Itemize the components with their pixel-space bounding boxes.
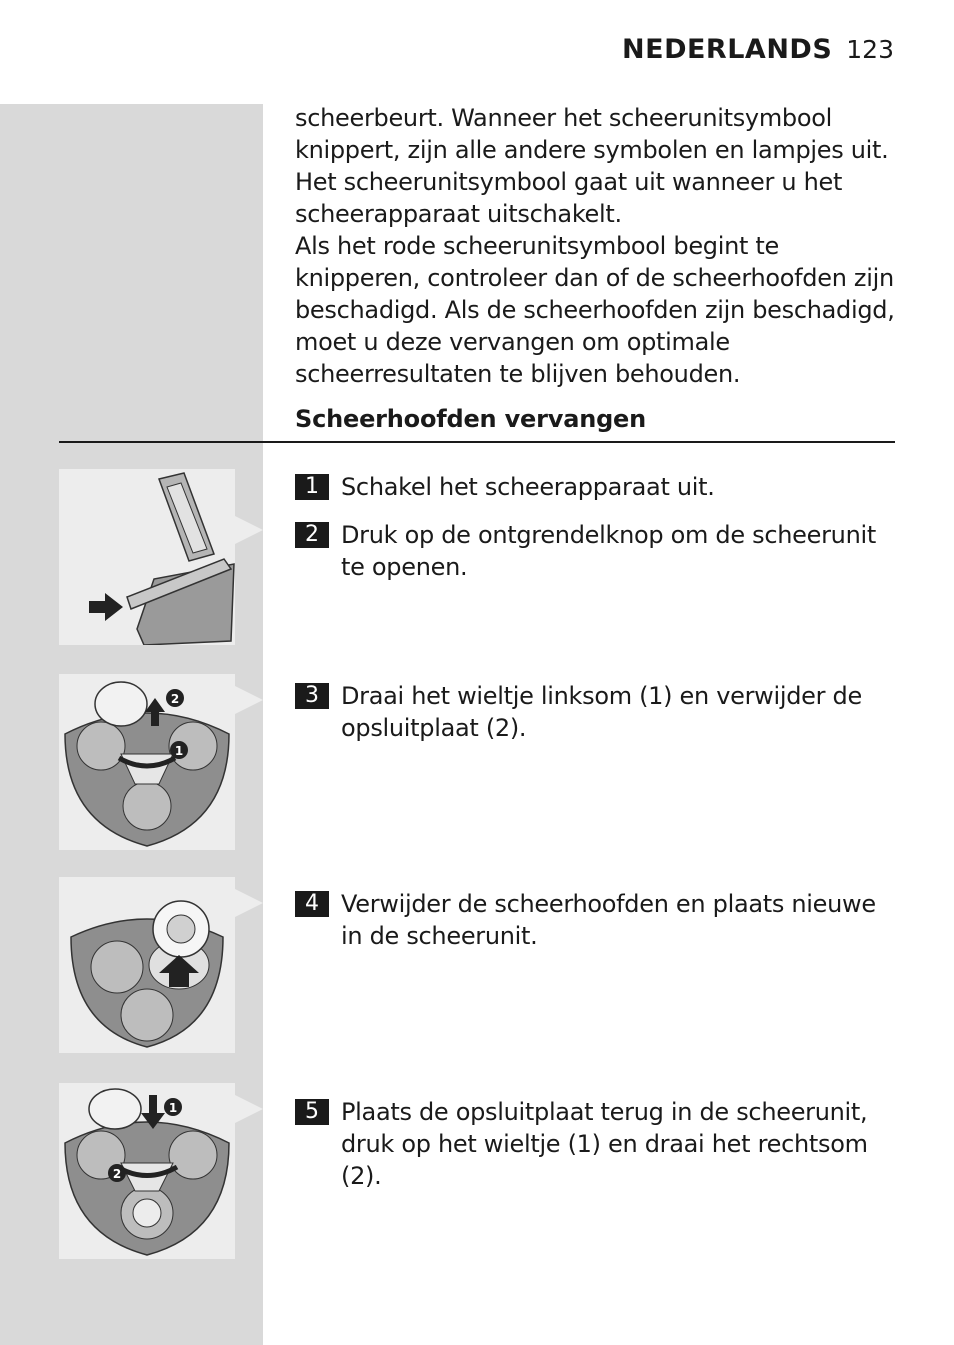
figure-pointer	[235, 686, 263, 714]
figure-reattach-retaining-frame	[59, 1083, 235, 1259]
figure-open-shaver	[59, 469, 235, 645]
svg-text:1: 1	[168, 1101, 178, 1115]
step-number: 1	[295, 474, 329, 500]
arrow-right-icon	[89, 593, 123, 621]
shaving-unit-lock-illustration	[59, 1083, 235, 1259]
figure-pointer	[235, 516, 263, 544]
figure-remove-retaining-frame	[59, 674, 235, 850]
shaver-open-illustration	[59, 469, 235, 645]
step-number: 5	[295, 1099, 329, 1125]
intro-paragraph: Als het rode scheerunitsymbool begint te knipperen, controleer dan of de scheerhoofden zijn beschadigd. Als de scheerhoofden zijn beschadigd, moet u deze vervangen om optimale scheerresultaten te blijven behouden.	[295, 232, 895, 388]
step-2	[295, 519, 895, 583]
language-heading: NEDERLANDS	[622, 34, 833, 65]
step-4	[295, 888, 895, 952]
step-number: 3	[295, 683, 329, 709]
step-text: Plaats de opsluitplaat terug in de scheerunit, druk op het wieltje (1) en draai het rechtsom (2).	[341, 1098, 868, 1190]
step-1	[295, 471, 895, 503]
svg-text:2: 2	[170, 692, 180, 706]
page-number: 123	[846, 35, 894, 64]
step-number: 2	[295, 522, 329, 548]
step-text: Verwijder de scheerhoofden en plaats nieuwe in de scheerunit.	[341, 890, 876, 950]
shaving-heads-illustration	[59, 877, 235, 1053]
section-title: Scheerhoofden vervangen	[295, 405, 647, 433]
figure-replace-heads	[59, 877, 235, 1053]
shaving-unit-illustration	[59, 674, 235, 850]
step-number: 4	[295, 891, 329, 917]
step-3	[295, 680, 895, 744]
step-text: Draai het wieltje linksom (1) en verwijder de opsluitplaat (2).	[341, 682, 862, 742]
intro-text	[295, 102, 895, 390]
step-text: Schakel het scheerapparaat uit.	[341, 473, 715, 501]
step-text: Druk op de ontgrendelknop om de scheerunit te openen.	[341, 521, 876, 581]
figure-pointer	[235, 1095, 263, 1123]
figure-pointer	[235, 889, 263, 917]
section-divider	[59, 441, 895, 443]
intro-paragraph: scheerbeurt. Wanneer het scheerunitsymbool knippert, zijn alle andere symbolen en lampjes uit. Het scheerunitsymbool gaat uit wanneer u het scheerapparaat uitschakelt.	[295, 104, 889, 228]
step-5	[295, 1096, 895, 1192]
svg-text:2: 2	[112, 1167, 122, 1181]
svg-text:1: 1	[174, 744, 184, 758]
page-header	[622, 34, 894, 65]
